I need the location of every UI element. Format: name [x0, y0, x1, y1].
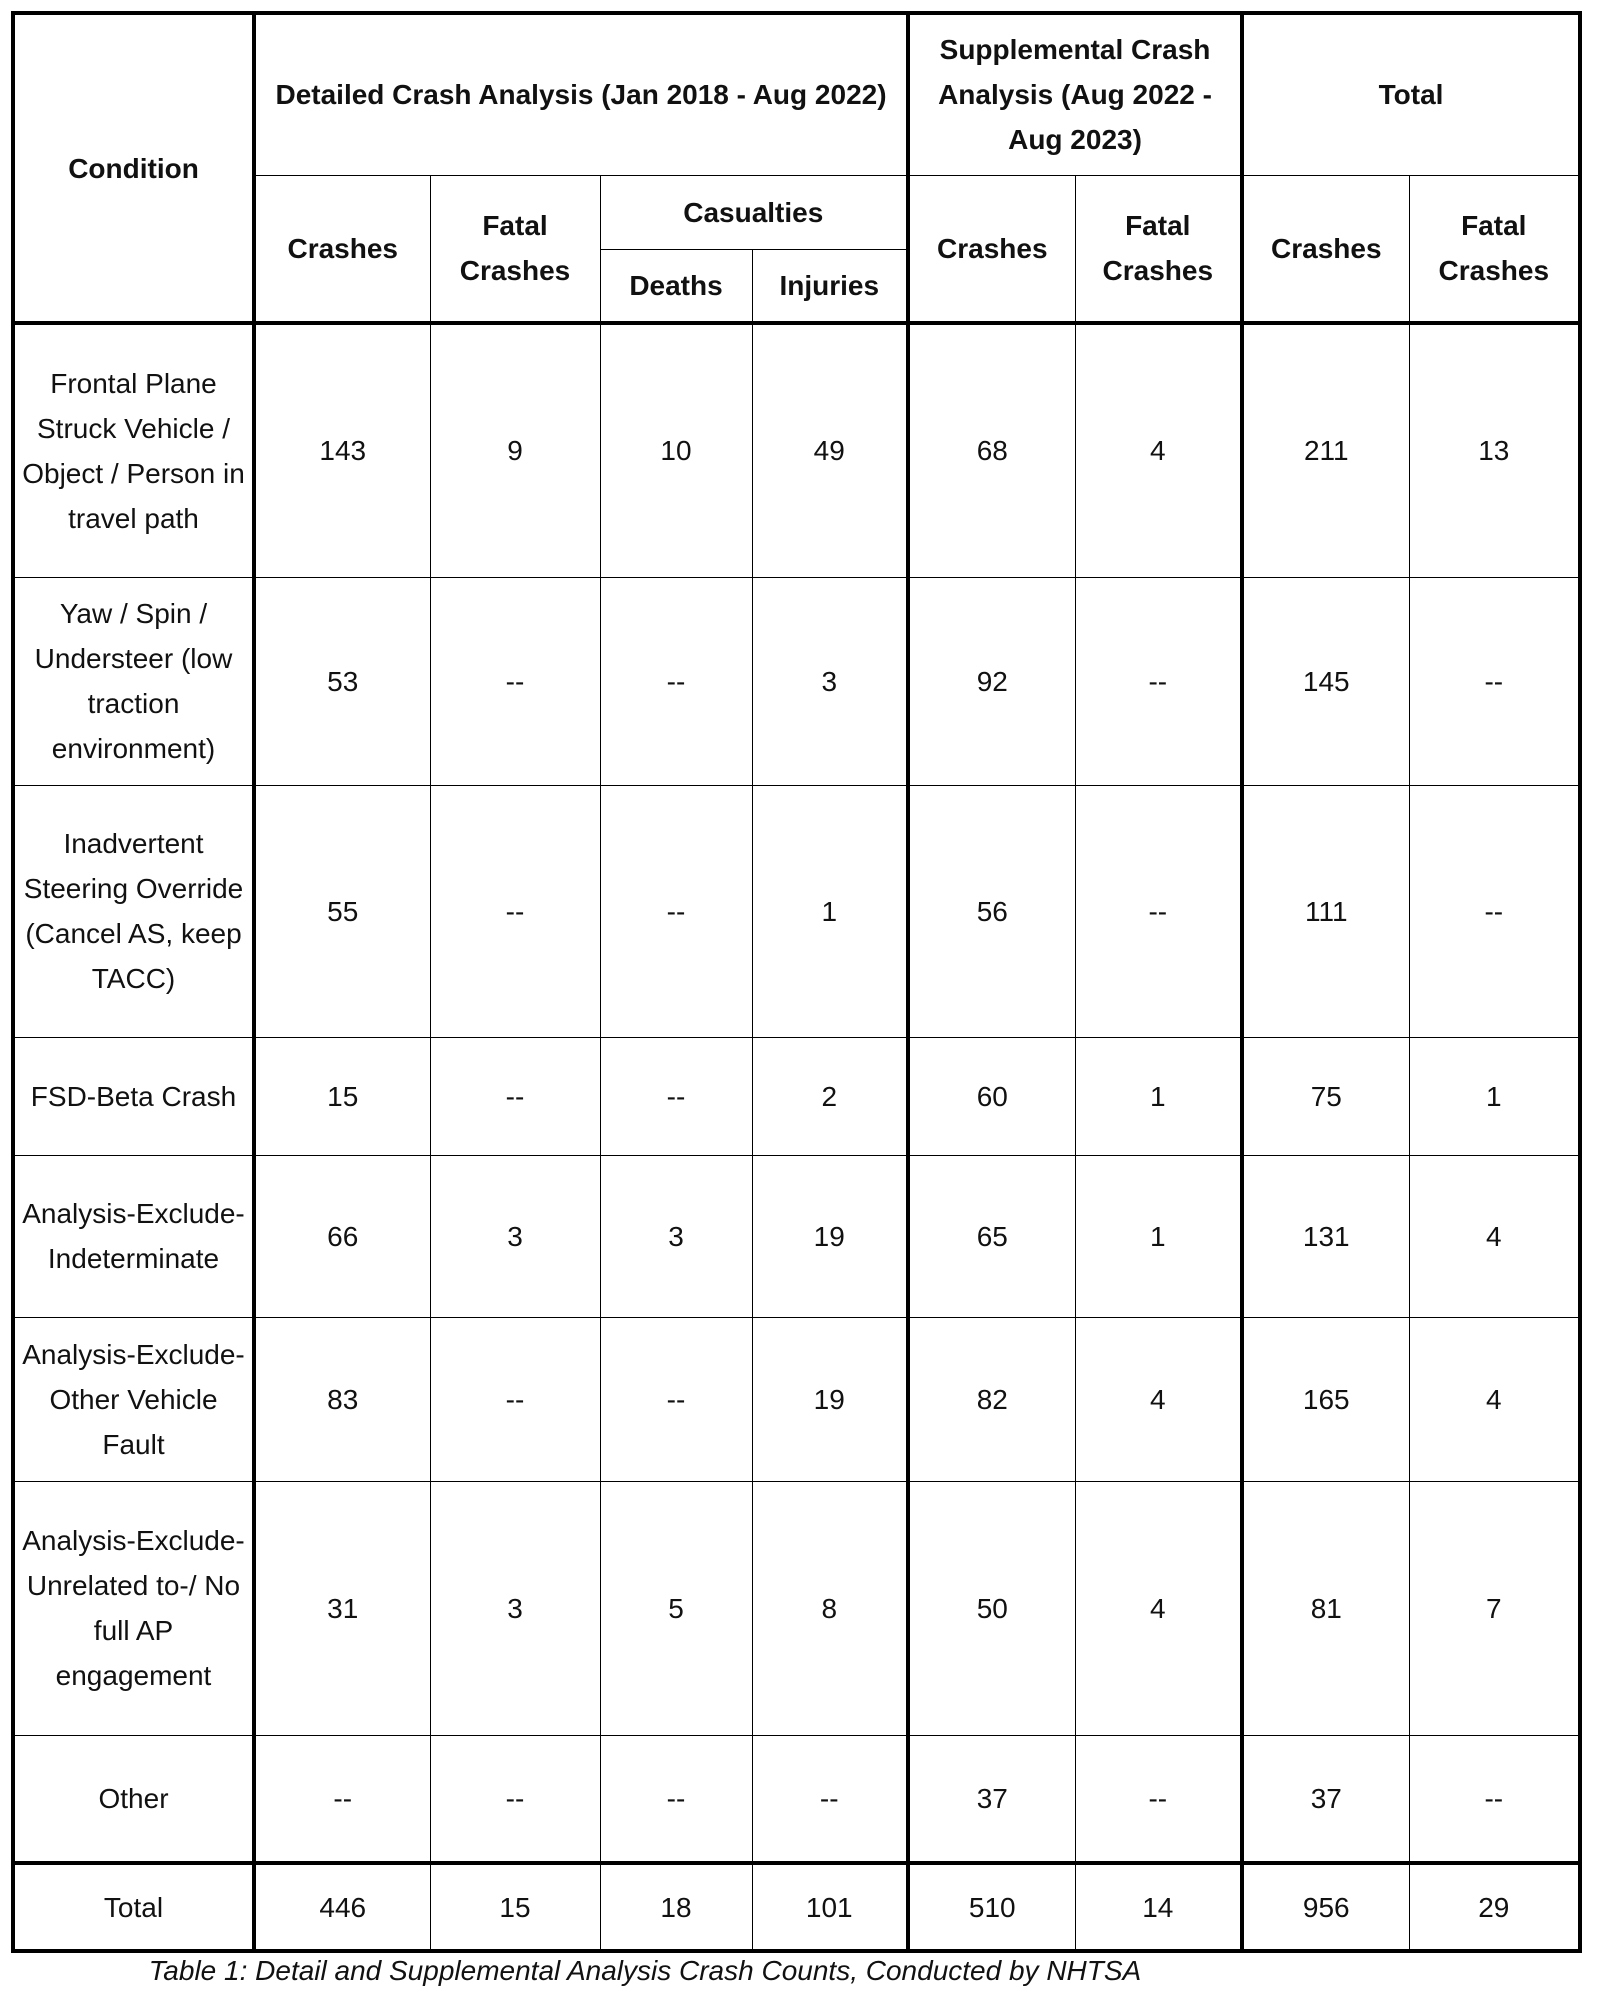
table-header: [13, 13, 1580, 323]
value-cell: 8: [752, 1481, 908, 1735]
table-row: [13, 577, 1580, 785]
value-cell: --: [1409, 577, 1580, 785]
value-cell: 3: [430, 1155, 600, 1317]
total-crashes-header: Crashes: [1242, 175, 1409, 323]
value-cell: 211: [1242, 323, 1409, 577]
value-cell: 1: [1409, 1037, 1580, 1155]
condition-cell: Yaw / Spin / Understeer (low traction environment): [13, 577, 254, 785]
value-cell: 31: [254, 1481, 430, 1735]
value-cell: --: [1075, 577, 1242, 785]
detailed-analysis-header: Detailed Crash Analysis (Jan 2018 - Aug 2022): [254, 13, 908, 175]
table-row: [13, 1317, 1580, 1481]
value-cell: 5: [600, 1481, 752, 1735]
table-row: [13, 1481, 1580, 1735]
header-row-groups: [13, 13, 1580, 175]
value-cell: 19: [752, 1317, 908, 1481]
detailed-crashes-header: Crashes: [254, 175, 430, 323]
table-row: [13, 1037, 1580, 1155]
value-cell: 3: [430, 1481, 600, 1735]
value-cell: 165: [1242, 1317, 1409, 1481]
detailed-fatal-crashes-header: Fatal Crashes: [430, 175, 600, 323]
value-cell: 3: [600, 1155, 752, 1317]
table-row: [13, 1155, 1580, 1317]
value-cell: --: [430, 1037, 600, 1155]
value-cell: 15: [430, 1863, 600, 1951]
value-cell: 510: [908, 1863, 1075, 1951]
value-cell: 19: [752, 1155, 908, 1317]
casualties-header: Casualties: [600, 175, 908, 249]
condition-cell: Analysis-Exclude-Unrelated to-/ No full AP engagement: [13, 1481, 254, 1735]
value-cell: 55: [254, 785, 430, 1037]
value-cell: 9: [430, 323, 600, 577]
condition-cell: FSD-Beta Crash: [13, 1037, 254, 1155]
value-cell: 29: [1409, 1863, 1580, 1951]
value-cell: 49: [752, 323, 908, 577]
value-cell: 3: [752, 577, 908, 785]
value-cell: --: [600, 1037, 752, 1155]
value-cell: 1: [1075, 1155, 1242, 1317]
value-cell: 446: [254, 1863, 430, 1951]
value-cell: 956: [1242, 1863, 1409, 1951]
value-cell: --: [430, 577, 600, 785]
value-cell: 92: [908, 577, 1075, 785]
value-cell: --: [1075, 1735, 1242, 1863]
value-cell: --: [430, 1735, 600, 1863]
supplemental-fatal-crashes-header: Fatal Crashes: [1075, 175, 1242, 323]
value-cell: 18: [600, 1863, 752, 1951]
crash-counts-table: [11, 11, 1582, 1953]
value-cell: 2: [752, 1037, 908, 1155]
condition-cell: Analysis-Exclude- Other Vehicle Fault: [13, 1317, 254, 1481]
value-cell: 101: [752, 1863, 908, 1951]
condition-cell: Analysis-Exclude-Indeterminate: [13, 1155, 254, 1317]
value-cell: --: [430, 1317, 600, 1481]
value-cell: --: [600, 577, 752, 785]
table-row: [13, 785, 1580, 1037]
value-cell: 13: [1409, 323, 1580, 577]
table-caption: Table 1: Detail and Supplemental Analysis Crash Counts, Conducted by NHTSA: [148, 1955, 1142, 1986]
value-cell: 65: [908, 1155, 1075, 1317]
condition-cell: Other: [13, 1735, 254, 1863]
value-cell: 145: [1242, 577, 1409, 785]
value-cell: 66: [254, 1155, 430, 1317]
value-cell: 7: [1409, 1481, 1580, 1735]
value-cell: 14: [1075, 1863, 1242, 1951]
condition-cell: Frontal Plane Struck Vehicle / Object / Person in travel path: [13, 323, 254, 577]
value-cell: 4: [1075, 1317, 1242, 1481]
value-cell: --: [430, 785, 600, 1037]
injuries-header: Injuries: [752, 249, 908, 323]
value-cell: 1: [752, 785, 908, 1037]
value-cell: 15: [254, 1037, 430, 1155]
value-cell: 50: [908, 1481, 1075, 1735]
value-cell: 83: [254, 1317, 430, 1481]
total-row: [13, 1863, 1580, 1951]
value-cell: 4: [1075, 323, 1242, 577]
table-body: [13, 323, 1580, 1951]
value-cell: 60: [908, 1037, 1075, 1155]
table-row: [13, 1735, 1580, 1863]
value-cell: --: [1075, 785, 1242, 1037]
value-cell: 81: [1242, 1481, 1409, 1735]
condition-cell: Total: [13, 1863, 254, 1951]
value-cell: 37: [908, 1735, 1075, 1863]
value-cell: 37: [1242, 1735, 1409, 1863]
value-cell: 75: [1242, 1037, 1409, 1155]
value-cell: 53: [254, 577, 430, 785]
value-cell: 1: [1075, 1037, 1242, 1155]
condition-header: Condition: [13, 13, 254, 323]
value-cell: 4: [1409, 1317, 1580, 1481]
value-cell: 82: [908, 1317, 1075, 1481]
value-cell: 68: [908, 323, 1075, 577]
value-cell: 111: [1242, 785, 1409, 1037]
value-cell: 10: [600, 323, 752, 577]
total-fatal-crashes-header: Fatal Crashes: [1409, 175, 1580, 323]
value-cell: --: [1409, 1735, 1580, 1863]
supplemental-analysis-header: Supplemental Crash Analysis (Aug 2022 - Aug 2023): [908, 13, 1242, 175]
table-row: [13, 323, 1580, 577]
value-cell: --: [600, 785, 752, 1037]
value-cell: 4: [1409, 1155, 1580, 1317]
value-cell: --: [254, 1735, 430, 1863]
deaths-header: Deaths: [600, 249, 752, 323]
total-group-header: Total: [1242, 13, 1580, 175]
value-cell: --: [600, 1317, 752, 1481]
value-cell: 131: [1242, 1155, 1409, 1317]
condition-cell: Inadvertent Steering Override (Cancel AS, keep TACC): [13, 785, 254, 1037]
value-cell: --: [600, 1735, 752, 1863]
value-cell: --: [752, 1735, 908, 1863]
value-cell: 143: [254, 323, 430, 577]
value-cell: --: [1409, 785, 1580, 1037]
supplemental-crashes-header: Crashes: [908, 175, 1075, 323]
value-cell: 4: [1075, 1481, 1242, 1735]
value-cell: 56: [908, 785, 1075, 1037]
